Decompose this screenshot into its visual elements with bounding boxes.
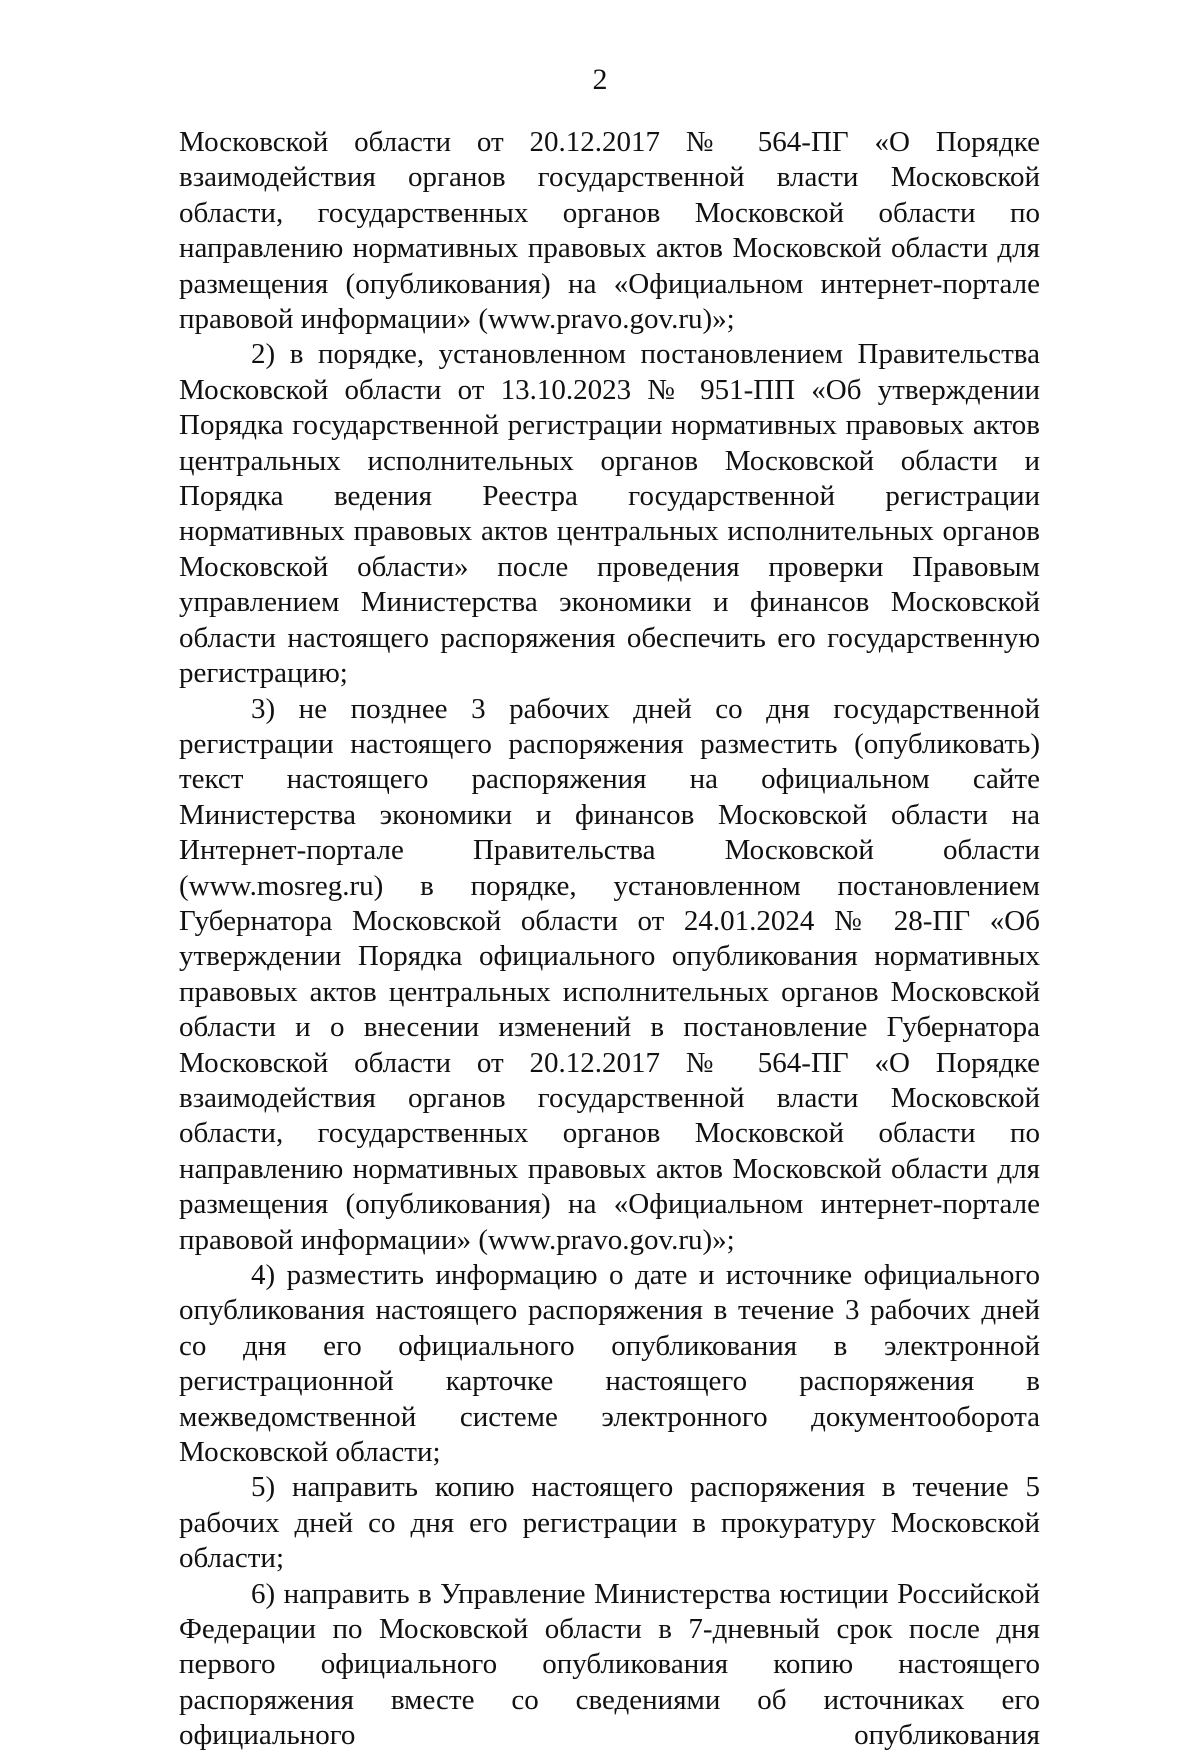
paragraph-item-2: 2) в порядке, установленном постановлением Правительства Московской области от 13.10.2023 № 951-ПП «Об утверждении Порядка государственной регистрации нормативных правовых актов центральных исполнительных органов Московской области и Порядка ведения Реестра государственной регистрации нормативных правовых актов центральных исполнительных органов Московской области» после проведения проверки Правовым управлением Министерства экономики и финансов Московской области настоящего распоряжения обеспечить его государственную регистрацию; bbox=[179, 338, 1040, 690]
paragraph-item-4: 4) разместить информацию о дате и источнике официального опубликования настоящего распоряжения в течение 3 рабочих дней со дня его официального опубликования в электронной регистрационной карточке настоящего распоряжения в межведомственной системе электронного документооборота Московской области; bbox=[179, 1259, 1040, 1469]
page-number: 2 bbox=[592, 63, 608, 96]
document-body bbox=[179, 125, 1040, 1754]
paragraph-continuation: Московской области от 20.12.2017 № 564-ПГ «О Порядке взаимодействия органов государственной власти Московской области, государственных органов Московской области по направлению нормативных правовых актов Московской области для размещения (опубликования) на «Официальном интернет-портале правовой информации» (www.pravo.gov.ru)»; bbox=[179, 126, 1040, 336]
paragraph-item-6: 6) направить в Управление Министерства юстиции Российской Федерации по Московской области в 7-дневный срок после дня первого официального опубликования копию настоящего распоряжения вместе со сведениями об источниках его официального опубликования bbox=[179, 1577, 1040, 1752]
paragraph-item-3: 3) не позднее 3 рабочих дней со дня государственной регистрации настоящего распоряжения разместить (опубликовать) текст настоящего распоряжения на официальном сайте Министерства экономики и финансов Московской области на Интернет-портале Правительства Московской области (www.mosreg.ru) в порядке, установленном постановлением Губернатора Московской области от 24.01.2024 № 28-ПГ «Об утверждении Порядка официального опубликования нормативных правовых актов центральных исполнительных органов Московской области и о внесении изменений в постановление Губернатора Московской области от 20.12.2017 № 564-ПГ «О Порядке взаимодействия органов государственной власти Московской области, государственных органов Московской области по направлению нормативных правовых актов Московской области для размещения (опубликования) на «Официальном интернет-портале правовой информации» (www.pravo.gov.ru)»; bbox=[179, 692, 1040, 1256]
paragraph-item-5: 5) направить копию настоящего распоряжения в течение 5 рабочих дней со дня его регистрации в прокуратуру Московской области; bbox=[179, 1471, 1040, 1575]
